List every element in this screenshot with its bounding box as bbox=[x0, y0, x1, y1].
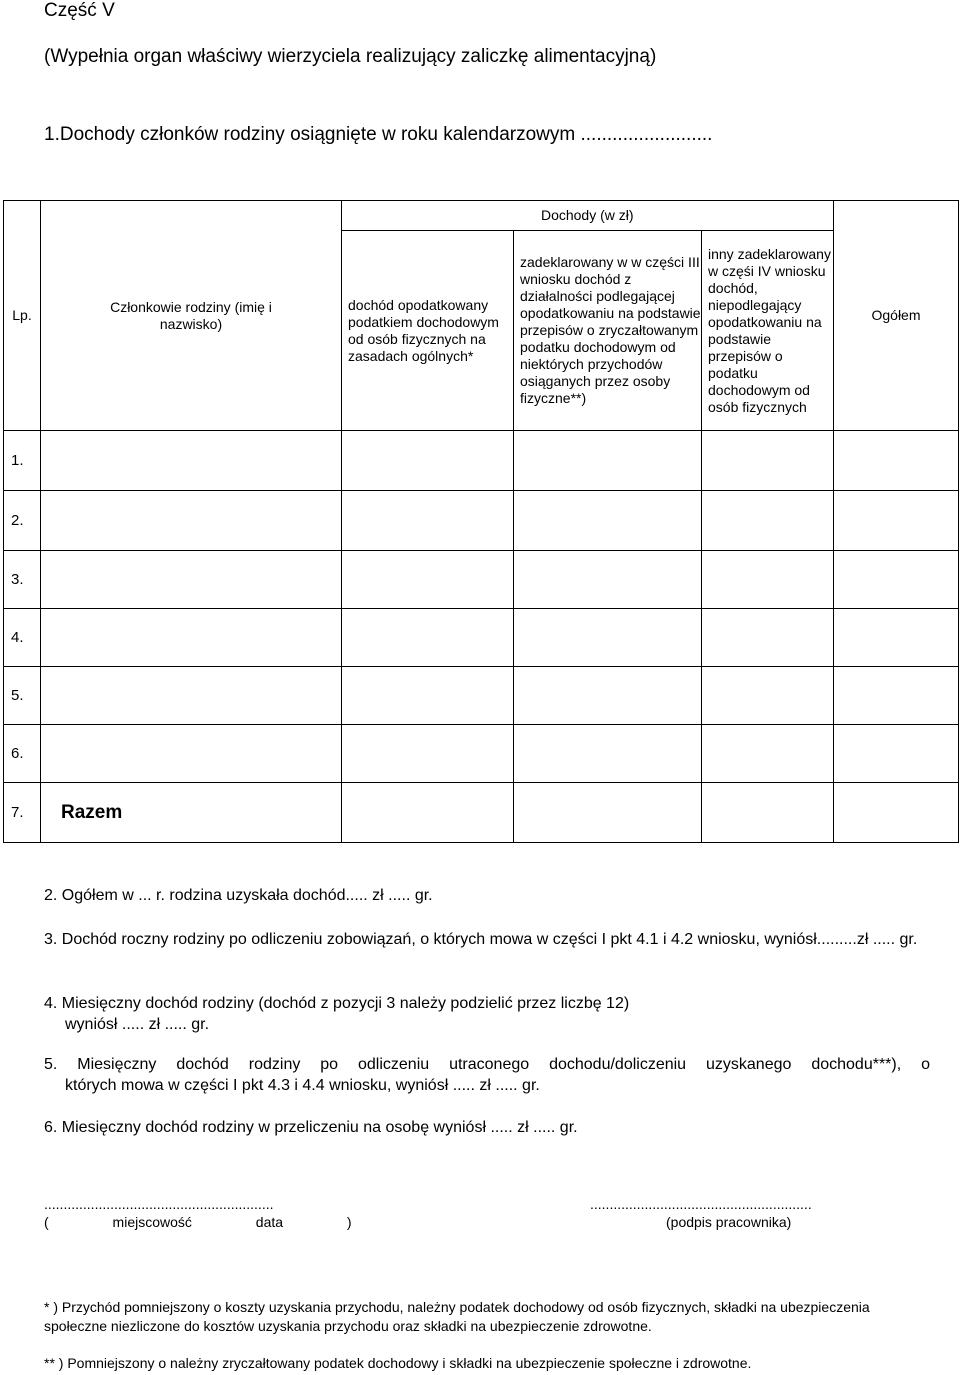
col-total-header: Ogółem bbox=[834, 201, 959, 431]
col-other-header: inny zadeklarowany w częśi IV wniosku dochód, niepodlegający opodatkowaniu na podstawie przepisów o podatku dochodowym od osób fizycznych bbox=[702, 231, 834, 431]
item-3: 3. Dochód roczny rodziny po odliczeniu zobowiązań, o których mowa w części I pkt 4.1 i 4.2 wniosku, wyniósł.........zł ..... gr. bbox=[44, 931, 918, 948]
row-1-lp: 1. bbox=[4, 431, 41, 491]
income-table bbox=[3, 200, 959, 843]
col-members-header bbox=[41, 201, 342, 431]
section-1-heading: 1.Dochody członków rodziny osiągnięte w roku kalendarzowym ......................... bbox=[44, 124, 713, 145]
header-spacer bbox=[342, 201, 514, 231]
income-group-text: Dochody (w zł) bbox=[540, 207, 634, 223]
part-instruction: (Wypełnia organ właściwy wierzyciela realizujący zaliczkę alimentacyjną) bbox=[44, 46, 657, 67]
row-5-lp: 5. bbox=[4, 667, 41, 725]
item-4-line1: 4. Miesięczny dochód rodziny (dochód z pozycji 3 należy podzielić przez liczbę 12) bbox=[44, 995, 630, 1012]
item-6: 6. Miesięczny dochód rodziny w przeliczeniu na osobę wyniósł ..... zł ..... gr. bbox=[44, 1119, 578, 1136]
col-members-text: Członkowie rodziny (imię i nazwisko) bbox=[110, 298, 272, 332]
row-3-lp: 3. bbox=[4, 551, 41, 609]
col-lump-header: zadeklarowany w w części III wniosku dochód z działalności podlegającej opodatkowaniu na podstawie przepisów o zryczałtowanym podatku dochodowym od niektórych przychodów osiąganych przez osoby fizyczne**) bbox=[514, 231, 702, 431]
item-2: 2. Ogółem w ... r. rodzina uzyskała dochód..... zł ..... gr. bbox=[44, 887, 433, 904]
income-group-header bbox=[514, 201, 834, 231]
row-6-lp: 6. bbox=[4, 725, 41, 783]
row-7-lp: 7. bbox=[4, 783, 41, 843]
row-2-lp: 2. bbox=[4, 491, 41, 551]
place-date-dots: ........................................................... bbox=[44, 1196, 274, 1212]
signature-label: (podpis pracownika) bbox=[666, 1214, 792, 1230]
footnote-1: * ) Przychód pomniejszony o koszty uzyskania przychodu, należny podatek dochodowy od osób fizycznych, składki na ubezpieczenia społeczne niezliczone do kosztów uzyskania przychodu oraz składki na ubezpieczenie zdrowotne. bbox=[44, 1299, 870, 1334]
place-date-label: ( miejscowość data ) bbox=[44, 1214, 352, 1230]
item-4-line2: wyniósł ..... zł ..... gr. bbox=[65, 1016, 210, 1033]
row-4-lp: 4. bbox=[4, 609, 41, 667]
item-5-line1: 5. Miesięczny dochód rodziny po odliczeniu utraconego dochodu/doliczeniu uzyskanego dochodu***), o bbox=[44, 1056, 930, 1073]
col-lp-header: Lp. bbox=[4, 201, 41, 431]
item-5-line2: których mowa w części I pkt 4.3 i 4.4 wniosku, wyniósł ..... zł ..... gr. bbox=[65, 1077, 540, 1094]
footnote-2: ** ) Pomniejszony o należny zryczałtowany podatek dochodowy i składki na ubezpieczenie społeczne i zdrowotne. bbox=[44, 1355, 752, 1371]
col-taxed-header: dochód opodatkowany podatkiem dochodowym od osób fizycznych na zasadach ogólnych* bbox=[342, 231, 514, 431]
razem-label: Razem bbox=[41, 783, 342, 843]
part-title: Część V bbox=[44, 0, 115, 21]
signature-dots: ......................................................... bbox=[590, 1196, 812, 1212]
